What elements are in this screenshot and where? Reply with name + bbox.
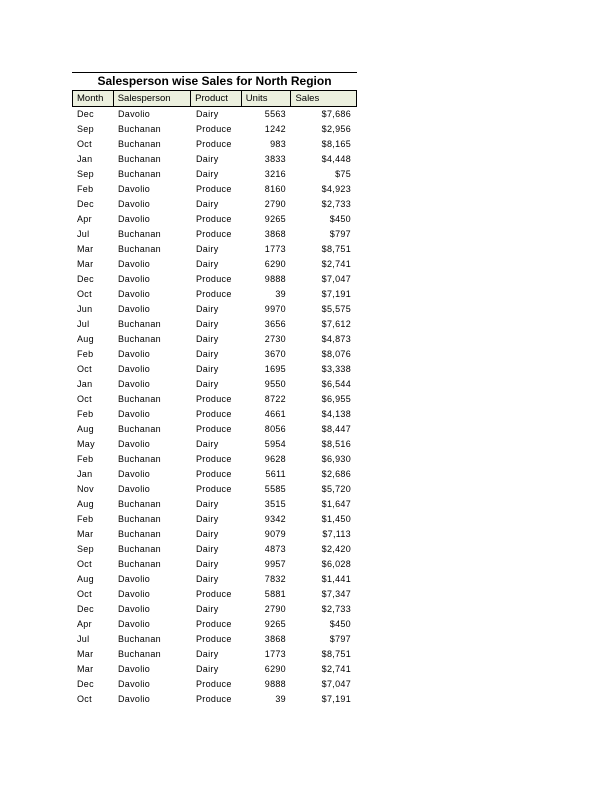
cell-month: Jul <box>77 229 90 239</box>
cell-product: Produce <box>196 229 232 239</box>
cell-month: Aug <box>77 424 94 434</box>
cell-units: 3868 <box>264 229 286 239</box>
cell-product: Dairy <box>196 109 219 119</box>
cell-month: Feb <box>77 514 94 524</box>
cell-salesperson: Davolio <box>118 304 151 314</box>
cell-month: Mar <box>77 664 94 674</box>
cell-sales: $2,420 <box>321 544 351 554</box>
cell-month: Feb <box>77 184 94 194</box>
cell-sales: $2,733 <box>321 199 351 209</box>
table-row <box>72 497 357 512</box>
cell-month: Feb <box>77 349 94 359</box>
cell-salesperson: Davolio <box>118 574 151 584</box>
cell-units: 9970 <box>264 304 286 314</box>
table-row <box>72 377 357 392</box>
cell-sales: $8,751 <box>321 649 351 659</box>
table-row <box>72 557 357 572</box>
cell-sales: $2,956 <box>321 124 351 134</box>
cell-salesperson: Davolio <box>118 439 151 449</box>
cell-product: Produce <box>196 289 232 299</box>
cell-product: Dairy <box>196 649 219 659</box>
cell-sales: $2,741 <box>321 664 351 674</box>
cell-product: Dairy <box>196 544 219 554</box>
cell-month: Oct <box>77 394 92 404</box>
table-row <box>72 452 357 467</box>
cell-salesperson: Davolio <box>118 184 151 194</box>
table-row <box>72 317 357 332</box>
table-row <box>72 287 357 302</box>
cell-units: 3868 <box>264 634 286 644</box>
cell-product: Dairy <box>196 439 219 449</box>
cell-product: Produce <box>196 214 232 224</box>
cell-sales: $75 <box>335 169 351 179</box>
cell-units: 3656 <box>264 319 286 329</box>
cell-salesperson: Buchanan <box>118 454 161 464</box>
cell-units: 3670 <box>264 349 286 359</box>
cell-month: Apr <box>77 214 92 224</box>
table-row <box>72 572 357 587</box>
cell-sales: $2,733 <box>321 604 351 614</box>
cell-sales: $7,047 <box>321 679 351 689</box>
table-row <box>72 482 357 497</box>
cell-product: Dairy <box>196 379 219 389</box>
cell-product: Dairy <box>196 529 219 539</box>
cell-product: Dairy <box>196 604 219 614</box>
column-header-salesperson: Salesperson <box>114 91 191 106</box>
cell-salesperson: Buchanan <box>118 244 161 254</box>
cell-sales: $8,516 <box>321 439 351 449</box>
table-row <box>72 527 357 542</box>
cell-sales: $8,447 <box>321 424 351 434</box>
cell-sales: $4,923 <box>321 184 351 194</box>
sales-report <box>72 72 357 707</box>
cell-product: Produce <box>196 424 232 434</box>
cell-salesperson: Davolio <box>118 259 151 269</box>
cell-units: 983 <box>270 139 286 149</box>
cell-product: Produce <box>196 469 232 479</box>
cell-salesperson: Buchanan <box>118 139 161 149</box>
table-row <box>72 662 357 677</box>
cell-salesperson: Buchanan <box>118 514 161 524</box>
cell-month: Dec <box>77 604 94 614</box>
cell-sales: $450 <box>329 214 351 224</box>
cell-sales: $5,720 <box>321 484 351 494</box>
cell-salesperson: Buchanan <box>118 319 161 329</box>
cell-product: Produce <box>196 634 232 644</box>
cell-product: Dairy <box>196 499 219 509</box>
cell-month: Apr <box>77 619 92 629</box>
cell-product: Dairy <box>196 559 219 569</box>
cell-month: Mar <box>77 649 94 659</box>
cell-salesperson: Buchanan <box>118 649 161 659</box>
table-row <box>72 392 357 407</box>
cell-product: Produce <box>196 694 232 704</box>
cell-month: Jan <box>77 154 93 164</box>
cell-product: Produce <box>196 484 232 494</box>
cell-units: 39 <box>275 289 286 299</box>
cell-salesperson: Davolio <box>118 679 151 689</box>
cell-sales: $7,113 <box>322 529 351 539</box>
cell-units: 4873 <box>264 544 286 554</box>
cell-units: 1773 <box>264 244 286 254</box>
table-row <box>72 467 357 482</box>
cell-sales: $3,338 <box>321 364 351 374</box>
table-row <box>72 587 357 602</box>
cell-month: Feb <box>77 454 94 464</box>
table-row <box>72 647 357 662</box>
column-header-units: Units <box>242 91 292 106</box>
cell-product: Produce <box>196 184 232 194</box>
cell-units: 9265 <box>264 214 286 224</box>
cell-salesperson: Davolio <box>118 109 151 119</box>
cell-salesperson: Davolio <box>118 274 151 284</box>
cell-sales: $4,873 <box>321 334 351 344</box>
cell-sales: $6,028 <box>321 559 351 569</box>
cell-month: Dec <box>77 109 94 119</box>
cell-product: Produce <box>196 274 232 284</box>
cell-month: Dec <box>77 199 94 209</box>
cell-sales: $7,686 <box>321 109 351 119</box>
cell-salesperson: Buchanan <box>118 424 161 434</box>
cell-salesperson: Davolio <box>118 289 151 299</box>
cell-month: Oct <box>77 139 92 149</box>
cell-units: 5611 <box>265 469 286 479</box>
cell-product: Dairy <box>196 169 219 179</box>
table-row <box>72 257 357 272</box>
table-row <box>72 302 357 317</box>
cell-units: 1773 <box>264 649 286 659</box>
cell-product: Produce <box>196 679 232 689</box>
cell-sales: $8,076 <box>321 349 351 359</box>
cell-salesperson: Davolio <box>118 364 151 374</box>
cell-sales: $7,191 <box>321 289 351 299</box>
cell-units: 2790 <box>264 199 286 209</box>
cell-units: 5954 <box>264 439 286 449</box>
cell-units: 4661 <box>264 409 286 419</box>
table-row <box>72 272 357 287</box>
cell-units: 9628 <box>264 454 286 464</box>
cell-product: Produce <box>196 139 232 149</box>
cell-month: Jan <box>77 379 93 389</box>
cell-sales: $797 <box>329 634 351 644</box>
cell-product: Produce <box>196 454 232 464</box>
cell-product: Produce <box>196 589 232 599</box>
cell-month: Jan <box>77 469 93 479</box>
cell-salesperson: Buchanan <box>118 334 161 344</box>
table-row <box>72 242 357 257</box>
cell-units: 5881 <box>264 589 286 599</box>
cell-month: Jun <box>77 304 93 314</box>
cell-sales: $6,544 <box>321 379 351 389</box>
cell-sales: $6,955 <box>321 394 351 404</box>
cell-units: 1242 <box>264 124 286 134</box>
cell-units: 3216 <box>264 169 286 179</box>
table-row <box>72 332 357 347</box>
column-header-month: Month <box>73 91 114 106</box>
cell-product: Dairy <box>196 319 219 329</box>
cell-salesperson: Davolio <box>118 664 151 674</box>
table-row <box>72 107 357 122</box>
cell-units: 9957 <box>264 559 286 569</box>
cell-month: Mar <box>77 244 94 254</box>
cell-units: 2790 <box>264 604 286 614</box>
cell-sales: $2,741 <box>321 259 351 269</box>
cell-salesperson: Davolio <box>118 619 151 629</box>
cell-salesperson: Buchanan <box>118 394 161 404</box>
table-row <box>72 212 357 227</box>
table-row <box>72 347 357 362</box>
cell-product: Dairy <box>196 334 219 344</box>
cell-month: May <box>77 439 95 449</box>
table-row <box>72 152 357 167</box>
cell-units: 1695 <box>264 364 286 374</box>
cell-product: Dairy <box>196 154 219 164</box>
cell-month: Aug <box>77 334 94 344</box>
cell-salesperson: Buchanan <box>118 169 161 179</box>
cell-salesperson: Buchanan <box>118 529 161 539</box>
table-row <box>72 617 357 632</box>
cell-salesperson: Davolio <box>118 409 151 419</box>
cell-salesperson: Buchanan <box>118 499 161 509</box>
cell-month: Mar <box>77 529 94 539</box>
cell-salesperson: Buchanan <box>118 229 161 239</box>
cell-sales: $4,138 <box>321 409 351 419</box>
cell-product: Produce <box>196 409 232 419</box>
column-header-sales: Sales <box>295 93 320 104</box>
table-row <box>72 437 357 452</box>
cell-product: Dairy <box>196 259 219 269</box>
cell-salesperson: Davolio <box>118 484 151 494</box>
cell-salesperson: Buchanan <box>118 544 161 554</box>
cell-units: 5585 <box>264 484 286 494</box>
cell-sales: $2,686 <box>321 469 351 479</box>
cell-sales: $7,347 <box>321 589 351 599</box>
cell-units: 5563 <box>264 109 286 119</box>
cell-units: 9342 <box>264 514 286 524</box>
cell-sales: $7,612 <box>321 319 351 329</box>
table-row <box>72 692 357 707</box>
cell-month: Oct <box>77 289 92 299</box>
cell-sales: $6,930 <box>321 454 351 464</box>
cell-product: Dairy <box>196 574 219 584</box>
table-row <box>72 182 357 197</box>
column-header-product: Product <box>191 91 242 106</box>
table-body <box>72 107 357 707</box>
cell-salesperson: Davolio <box>118 604 151 614</box>
cell-sales: $1,647 <box>321 499 351 509</box>
cell-month: Oct <box>77 589 92 599</box>
cell-salesperson: Davolio <box>118 199 151 209</box>
cell-sales: $7,047 <box>321 274 351 284</box>
cell-month: Nov <box>77 484 94 494</box>
table-row <box>72 512 357 527</box>
cell-product: Dairy <box>196 364 219 374</box>
cell-product: Produce <box>196 124 232 134</box>
cell-salesperson: Davolio <box>118 349 151 359</box>
cell-product: Dairy <box>196 304 219 314</box>
cell-product: Produce <box>196 619 232 629</box>
cell-units: 9079 <box>264 529 286 539</box>
cell-salesperson: Davolio <box>118 214 151 224</box>
cell-sales: $450 <box>329 619 351 629</box>
cell-units: 39 <box>275 694 286 704</box>
cell-units: 8160 <box>264 184 286 194</box>
cell-salesperson: Davolio <box>118 589 151 599</box>
cell-units: 6290 <box>264 664 286 674</box>
table-row <box>72 137 357 152</box>
cell-sales: $8,165 <box>321 139 351 149</box>
table-header <box>72 90 357 107</box>
cell-units: 9888 <box>264 274 286 284</box>
table-row <box>72 227 357 242</box>
table-row <box>72 407 357 422</box>
cell-month: Mar <box>77 259 94 269</box>
cell-month: Sep <box>77 544 94 554</box>
cell-sales: $1,441 <box>321 574 351 584</box>
cell-month: Aug <box>77 574 94 584</box>
cell-sales: $8,751 <box>321 244 351 254</box>
cell-units: 8056 <box>264 424 286 434</box>
cell-month: Jul <box>77 634 90 644</box>
cell-product: Dairy <box>196 199 219 209</box>
cell-month: Aug <box>77 499 94 509</box>
cell-units: 3515 <box>264 499 286 509</box>
cell-month: Jul <box>77 319 90 329</box>
report-title: Salesperson wise Sales for North Region <box>72 72 357 90</box>
cell-sales: $5,575 <box>321 304 351 314</box>
cell-units: 8722 <box>264 394 286 404</box>
cell-product: Produce <box>196 394 232 404</box>
cell-units: 2730 <box>264 334 286 344</box>
cell-salesperson: Davolio <box>118 469 151 479</box>
cell-product: Dairy <box>196 349 219 359</box>
table-row <box>72 632 357 647</box>
cell-month: Dec <box>77 679 94 689</box>
cell-month: Sep <box>77 169 94 179</box>
table-row <box>72 197 357 212</box>
cell-month: Oct <box>77 364 92 374</box>
cell-product: Dairy <box>196 514 219 524</box>
table-row <box>72 167 357 182</box>
cell-units: 9265 <box>264 619 286 629</box>
table-row <box>72 677 357 692</box>
table-row <box>72 122 357 137</box>
cell-units: 7832 <box>264 574 286 584</box>
cell-units: 3833 <box>264 154 286 164</box>
cell-month: Feb <box>77 409 94 419</box>
cell-sales: $7,191 <box>321 694 351 704</box>
cell-product: Dairy <box>196 664 219 674</box>
cell-sales: $797 <box>329 229 351 239</box>
cell-sales: $4,448 <box>321 154 351 164</box>
cell-salesperson: Buchanan <box>118 559 161 569</box>
table-row <box>72 422 357 437</box>
cell-units: 6290 <box>264 259 286 269</box>
cell-month: Dec <box>77 274 94 284</box>
cell-units: 9550 <box>264 379 286 389</box>
cell-salesperson: Davolio <box>118 379 151 389</box>
table-row <box>72 542 357 557</box>
cell-salesperson: Buchanan <box>118 154 161 164</box>
cell-salesperson: Buchanan <box>118 634 161 644</box>
cell-salesperson: Buchanan <box>118 124 161 134</box>
table-row <box>72 602 357 617</box>
cell-product: Dairy <box>196 244 219 254</box>
cell-salesperson: Davolio <box>118 694 151 704</box>
cell-month: Oct <box>77 559 92 569</box>
cell-units: 9888 <box>264 679 286 689</box>
table-row <box>72 362 357 377</box>
cell-sales: $1,450 <box>321 514 351 524</box>
cell-month: Sep <box>77 124 94 134</box>
cell-month: Oct <box>77 694 92 704</box>
